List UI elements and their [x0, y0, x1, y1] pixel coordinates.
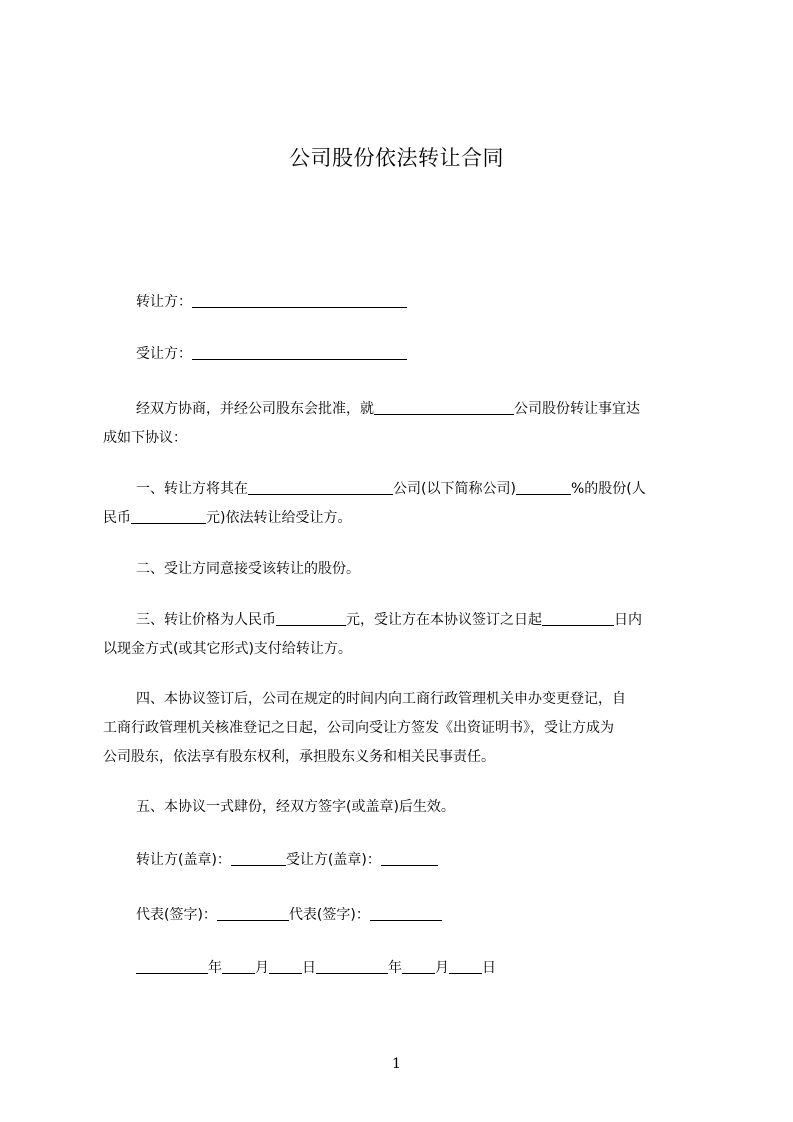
clause3-text-c: 日内	[614, 612, 642, 628]
transferee-label: 受让方：	[136, 346, 192, 362]
clause1-text-e: 元)依法转让给受让方。	[206, 510, 352, 526]
clause-1	[103, 475, 703, 533]
clause3-text-d: 以现金方式(或其它形式)支付给转让方。	[103, 641, 352, 657]
clause1-company-blank	[248, 479, 393, 495]
date2-year-label: 年	[388, 960, 402, 976]
clause4-line-1: 四、本协议签订后，公司在规定的时间内向工商行政管理机关申办变更登记，自	[136, 691, 626, 707]
date1-day-label: 日	[302, 960, 316, 976]
intro-text-a: 经双方协商，并经公司股东会批准，就	[136, 401, 374, 417]
document-title: 公司股份依法转让合同	[289, 146, 504, 170]
clause3-text-a: 三、转让价格为人民币	[136, 612, 276, 628]
clause1-percent-blank	[516, 479, 571, 495]
transferor-seal-blank	[231, 850, 286, 866]
clause4-line-2: 工商行政管理机关核准登记之日起，公司向受让方签发《出资证明书》，受让方成为	[103, 720, 614, 736]
date1-month-label: 月	[255, 960, 269, 976]
clause4-line-3: 公司股东，依法享有股东权利，承担股东义务和相关民事责任。	[103, 749, 495, 765]
intro-paragraph	[103, 395, 703, 453]
date2-month-blank	[402, 958, 435, 974]
transferee-seal-blank	[381, 850, 438, 866]
transferee-seal-label: 受让方(盖章)：	[285, 852, 381, 868]
clause3-price-blank	[276, 610, 346, 626]
date2-day-label: 日	[482, 960, 496, 976]
date1-year-blank	[136, 958, 208, 974]
representative-line	[136, 905, 442, 925]
date1-day-blank	[269, 958, 302, 974]
date1-year-label: 年	[208, 960, 222, 976]
clause1-text-d: 民币	[103, 510, 131, 526]
date1-month-blank	[222, 958, 255, 974]
company-name-blank	[374, 399, 514, 415]
clause3-text-b: 元，受让方在本协议签订之日起	[346, 612, 542, 628]
seal-line	[136, 850, 438, 870]
clause1-text-b: 公司(以下简称公司)	[393, 481, 516, 497]
date-line	[136, 958, 496, 978]
clause5-text: 五、本协议一式肆份，经双方签字(或盖章)后生效。	[136, 799, 455, 815]
rep2-label: 代表(签字)：	[288, 907, 370, 923]
date2-day-blank	[449, 958, 482, 974]
intro-text-c: 成如下协议：	[103, 430, 187, 446]
rep1-signature-blank	[217, 905, 289, 921]
clause2-text: 二、受让方同意接受该转让的股份。	[136, 561, 360, 577]
clause3-days-blank	[542, 610, 614, 626]
date2-year-blank	[316, 958, 388, 974]
rep2-signature-blank	[370, 905, 442, 921]
clause-5	[103, 793, 703, 822]
transferee-blank	[192, 344, 407, 360]
transferor-seal-label: 转让方(盖章)：	[136, 852, 231, 868]
clause1-text-c: %的股份(人	[570, 481, 646, 497]
page-number: 1	[392, 1056, 401, 1072]
clause-3	[103, 606, 703, 664]
transferor-blank	[192, 292, 407, 308]
clause-2	[103, 555, 703, 584]
transferee-line	[136, 344, 407, 364]
clause1-amount-blank	[131, 508, 206, 524]
transferor-label: 转让方：	[136, 294, 192, 310]
rep1-label: 代表(签字)：	[136, 907, 217, 923]
intro-text-b: 公司股份转让事宜达	[514, 401, 640, 417]
clause-4	[103, 685, 703, 772]
date2-month-label: 月	[435, 960, 449, 976]
clause1-text-a: 一、转让方将其在	[136, 481, 248, 497]
transferor-line	[136, 292, 407, 312]
